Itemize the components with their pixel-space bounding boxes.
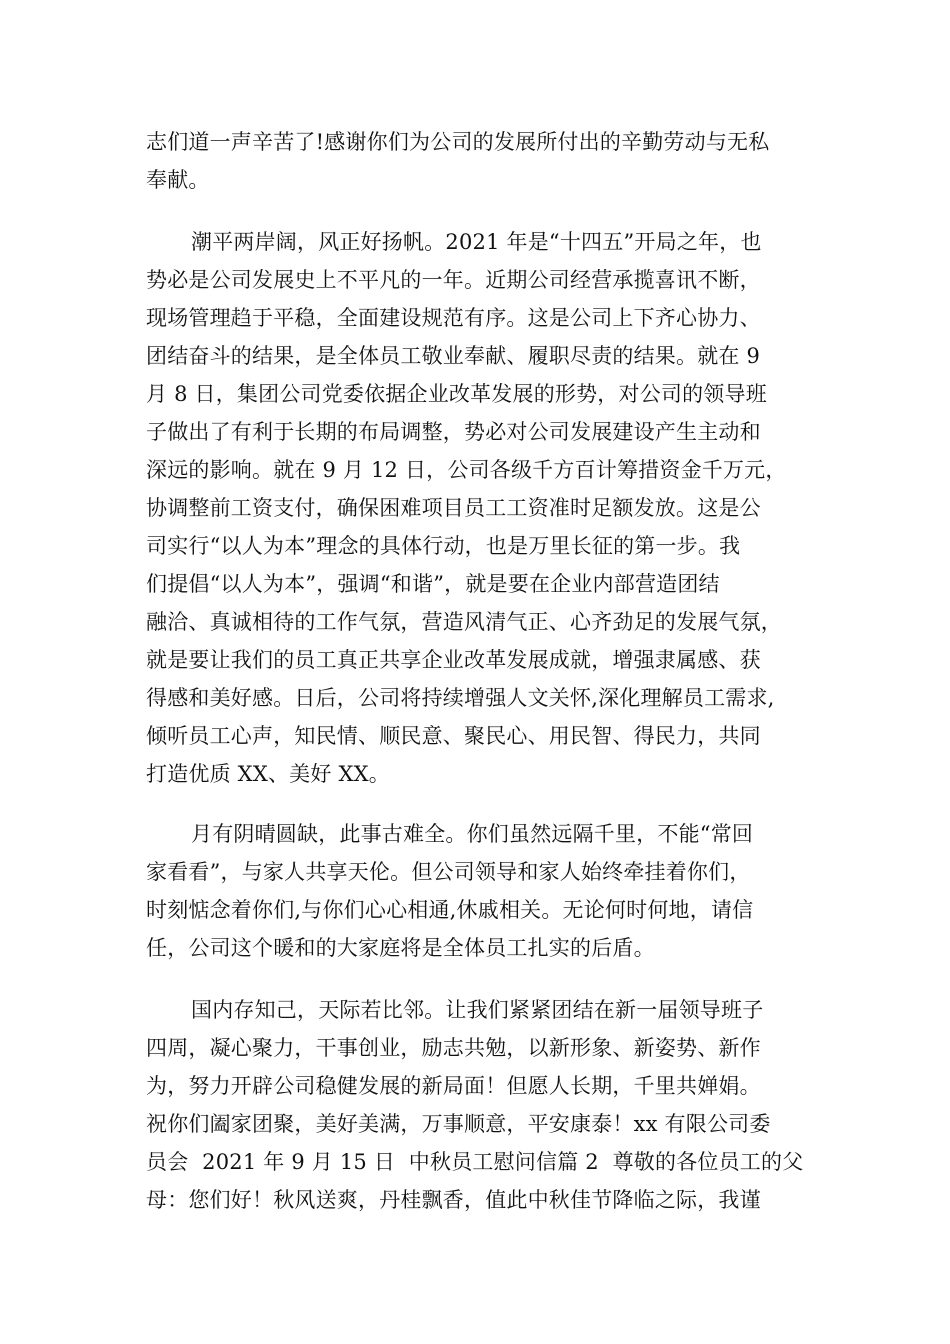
text-line: 时刻惦念着你们,与你们心心相通,休戚相关。无论何时何地，请信 — [146, 898, 754, 922]
text-line: 奉献。 — [146, 168, 210, 192]
text-line: 月 8 日，集团公司党委依据企业改革发展的形势，对公司的领导班 — [146, 382, 767, 406]
text-line: 团结奋斗的结果，是全体员工敬业奉献、履职尽责的结果。就在 9 — [146, 344, 761, 368]
text-line: 月有阴晴圆缺，此事古难全。你们虽然远隔千里，不能“常回 — [191, 822, 754, 846]
text-line: 们提倡“以人为本”，强调“和谐”，就是要在企业内部营造团结 — [146, 572, 720, 596]
text-line: 员会 2021 年 9 月 15 日 中秋员工慰问信篇 2 尊敬的各位员工的父 — [146, 1150, 804, 1174]
text-line: 融洽、真诚相待的工作气氛，营造风清气正、心齐劲足的发展气氛， — [146, 610, 782, 634]
text-line: 志们道一声辛苦了!感谢你们为公司的发展所付出的辛勤劳动与无私 — [146, 130, 770, 154]
text-line: 四周，凝心聚力，干事创业，励志共勉，以新形象、新姿势、新作 — [146, 1036, 761, 1060]
text-line: 家看看”，与家人共享天伦。但公司领导和家人始终牵挂着你们， — [146, 860, 751, 884]
text-line: 司实行“以人为本”理念的具体行动，也是万里长征的第一步。我 — [146, 534, 741, 558]
text-line: 子做出了有利于长期的布局调整，势必对公司发展建设产生主动和 — [146, 420, 761, 444]
text-line: 得感和美好感。日后，公司将持续增强人文关怀,深化理解员工需求, — [146, 686, 775, 710]
text-line: 任，公司这个暖和的大家庭将是全体员工扎实的后盾。 — [146, 936, 655, 960]
text-line: 势必是公司发展史上不平凡的一年。近期公司经营承揽喜讯不断， — [146, 268, 761, 292]
text-line: 为，努力开辟公司稳健发展的新局面！但愿人长期，千里共婵娟。 — [146, 1074, 761, 1098]
text-line: 母：您们好！秋风送爽，丹桂飘香，值此中秋佳节降临之际，我谨 — [146, 1188, 761, 1212]
text-line: 现场管理趋于平稳，全面建设规范有序。这是公司上下齐心协力、 — [146, 306, 761, 330]
text-line: 协调整前工资支付，确保困难项目员工工资准时足额发放。这是公 — [146, 496, 761, 520]
text-line: 倾听员工心声，知民情、顺民意、聚民心、用民智、得民力，共同 — [146, 724, 761, 748]
text-line: 打造优质 XX、美好 XX。 — [146, 762, 390, 786]
text-line: 祝你们阖家团聚，美好美满，万事顺意，平安康泰！xx 有限公司委 — [146, 1112, 771, 1136]
text-line: 国内存知己，天际若比邻。让我们紧紧团结在新一届领导班子 — [191, 998, 764, 1022]
text-line: 就是要让我们的员工真正共享企业改革发展成就，增强隶属感、获 — [146, 648, 761, 672]
text-line: 潮平两岸阔，风正好扬帆。2021 年是“十四五”开局之年，也 — [191, 230, 762, 254]
text-line: 深远的影响。就在 9 月 12 日，公司各级千方百计筹措资金千万元， — [146, 458, 787, 482]
